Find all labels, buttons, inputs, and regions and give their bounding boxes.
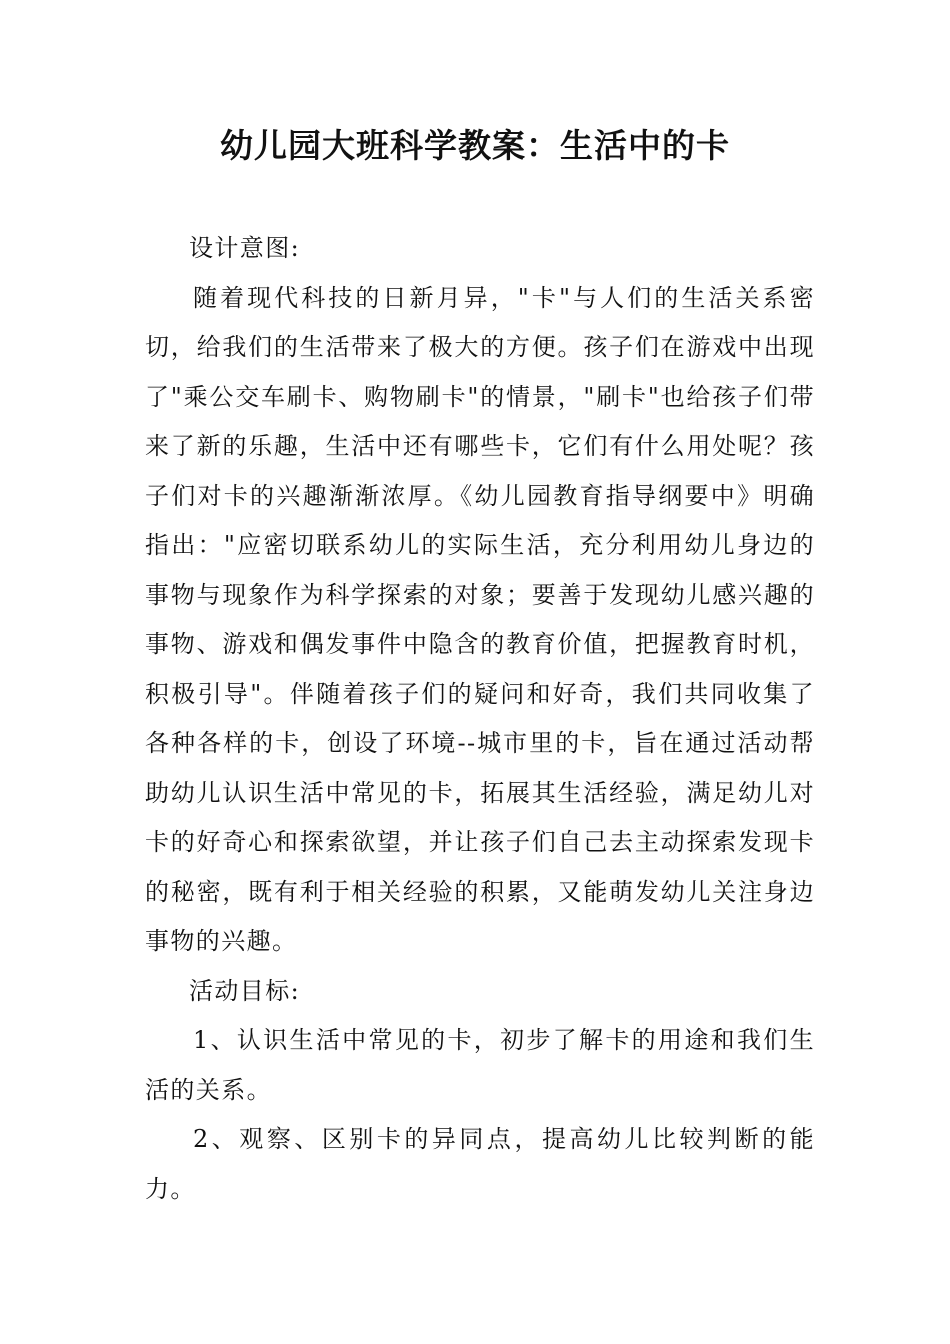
document-title: 幼儿园大班科学教案：生活中的卡 bbox=[220, 126, 730, 165]
design-intent-paragraph: 随着现代科技的日新月异，"卡"与人们的生活关系密切，给我们的生活带来了极大的方便。孩子们在游戏中出现了"乘公交车刷卡、购物刷卡"的情景，"刷卡"也给孩子们带来了新的乐趣，生活中还有哪些卡，它们有什么用处呢？孩子们对卡的兴趣渐渐浓厚。《幼儿园教育指导纲要中》明确指出："应密切联系幼儿的实际生活，充分利用幼儿身边的事物与现象作为科学探索的对象；要善于发现幼儿感兴趣的事物、游戏和偶发事件中隐含的教育价值，把握教育时机，积极引导"。伴随着孩子们的疑问和好奇，我们共同收集了各种各样的卡，创设了环境--城市里的卡，旨在通过活动帮助幼儿认识生活中常见的卡，拓展其生活经验，满足幼儿对卡的好奇心和探索欲望，并让孩子们自己去主动探索发现卡的秘密，既有利于相关经验的积累，又能萌发幼儿关注身边事物的兴趣。 bbox=[145, 283, 815, 955]
design-intent-heading: 设计意图: bbox=[189, 234, 301, 262]
activity-goal-item-2: 2、观察、区别卡的异同点，提高幼儿比较判断的能力。 bbox=[145, 1125, 815, 1203]
activity-goals-heading: 活动目标: bbox=[189, 976, 301, 1005]
document-body bbox=[145, 224, 815, 1214]
activity-goal-item-1: 1、认识生活中常见的卡，初步了解卡的用途和我们生活的关系。 bbox=[145, 1026, 815, 1104]
